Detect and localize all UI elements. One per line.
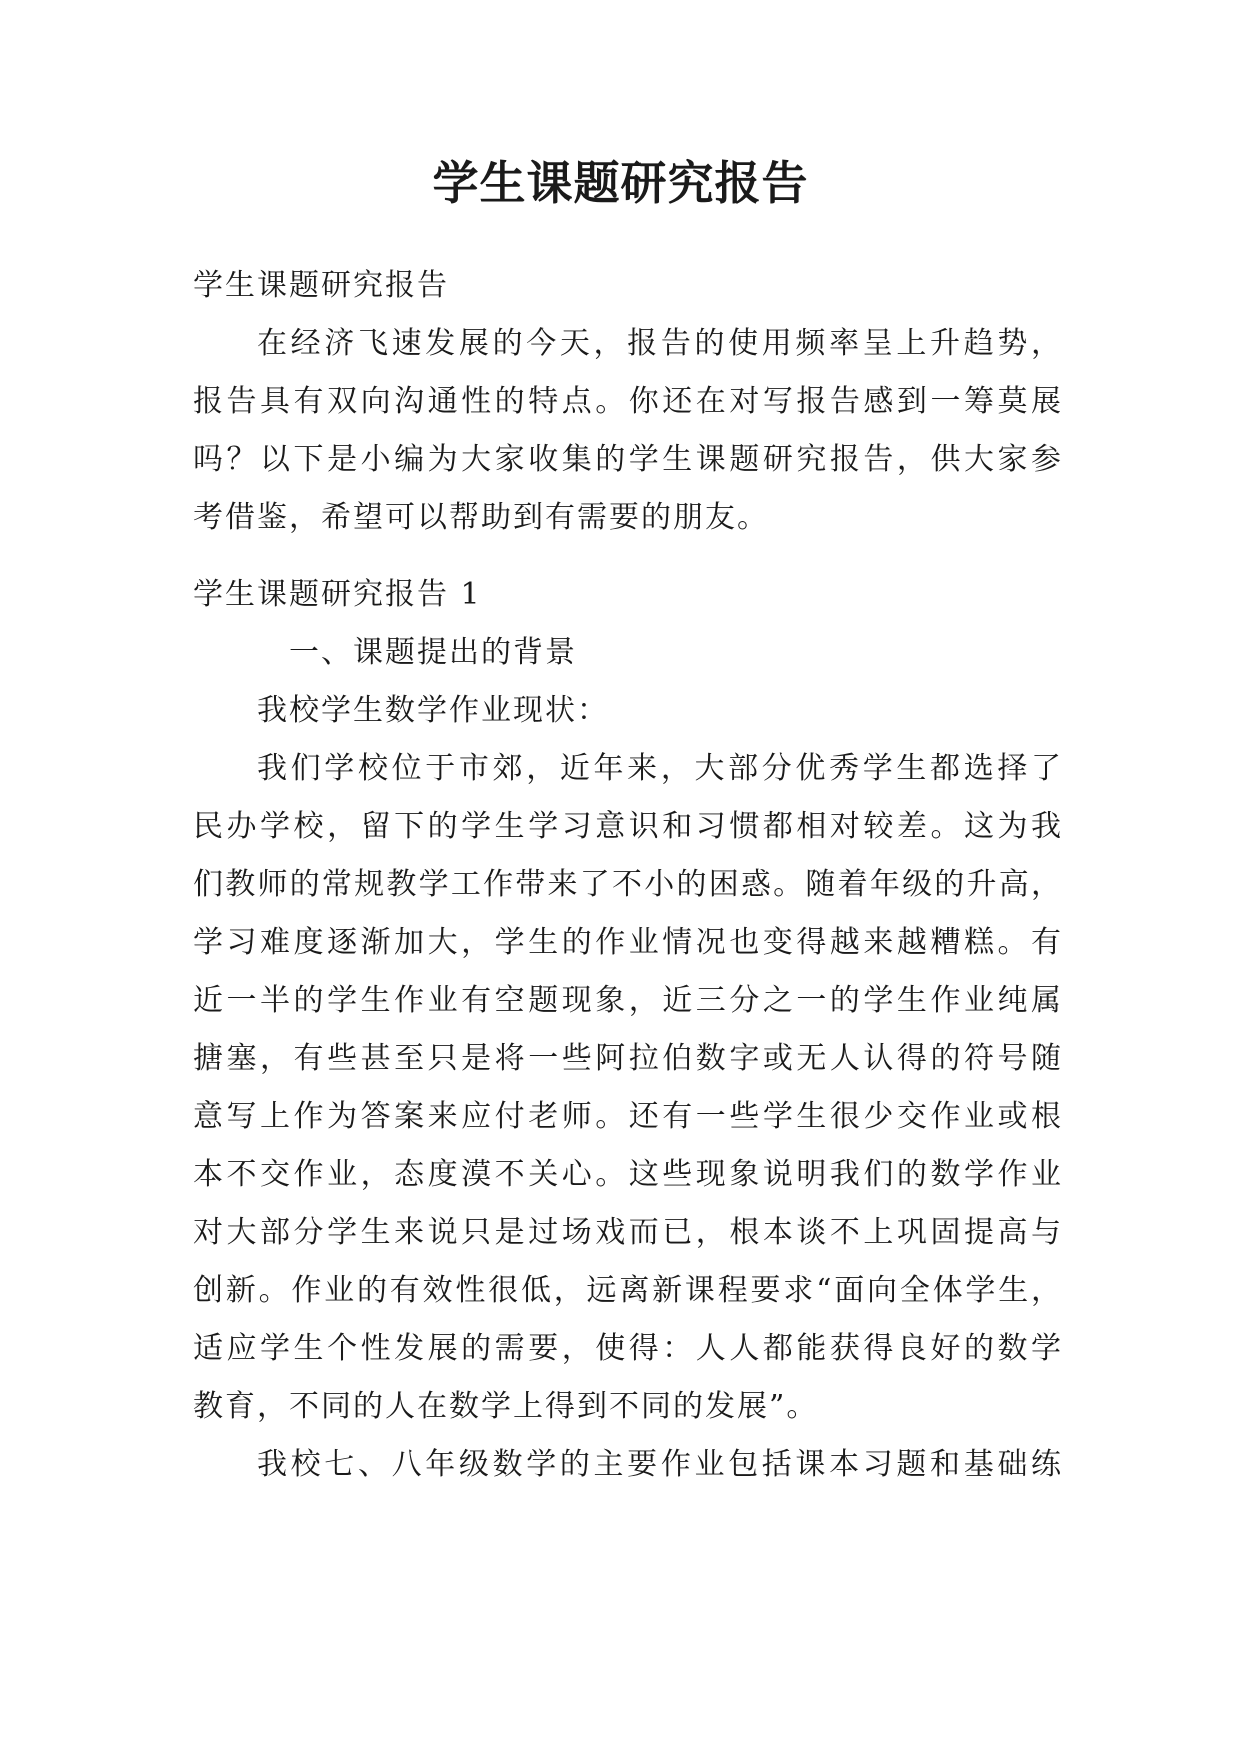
body-line: 们教师的常规教学工作带来了不小的困惑。随着年级的升高， xyxy=(193,867,1063,902)
body-line: 本不交作业，态度漠不关心。这些现象说明我们的数学作业 xyxy=(193,1157,1063,1192)
body-line: 适应学生个性发展的需要，使得：人人都能获得良好的数学 xyxy=(193,1331,1063,1366)
report-1-block xyxy=(193,566,1063,1494)
intro-line: 在经济飞速发展的今天，报告的使用频率呈上升趋势， xyxy=(257,326,1063,361)
body-line: 意写上作为答案来应付老师。还有一些学生很少交作业或根 xyxy=(193,1099,1063,1134)
intro-line: 报告具有双向沟通性的特点。你还在对写报告感到一筹莫展 xyxy=(193,384,1063,419)
body-line: 我们学校位于市郊，近年来，大部分优秀学生都选择了 xyxy=(257,751,1063,786)
body-line: 学习难度逐渐加大，学生的作业情况也变得越来越糟糕。有 xyxy=(193,925,1063,960)
report-1-heading: 学生课题研究报告 1 xyxy=(193,577,482,612)
subtitle: 学生课题研究报告 xyxy=(193,268,449,303)
intro-line: 考借鉴，希望可以帮助到有需要的朋友。 xyxy=(193,500,769,535)
status-heading: 我校学生数学作业现状： xyxy=(257,693,609,728)
body-line: 民办学校，留下的学生学习意识和习惯都相对较差。这为我 xyxy=(193,809,1063,844)
intro-block xyxy=(193,257,1063,547)
intro-line: 吗？以下是小编为大家收集的学生课题研究报告，供大家参 xyxy=(193,442,1063,477)
body-line: 搪塞，有些甚至只是将一些阿拉伯数字或无人认得的符号随 xyxy=(193,1041,1063,1076)
body-line: 教育，不同的人在数学上得到不同的发展”。 xyxy=(193,1389,819,1424)
body-line: 我校七、八年级数学的主要作业包括课本习题和基础练 xyxy=(257,1447,1063,1482)
section-1-heading: 一、课题提出的背景 xyxy=(289,635,577,670)
document-title: 学生课题研究报告 xyxy=(432,156,809,210)
body-line: 对大部分学生来说只是过场戏而已，根本谈不上巩固提高与 xyxy=(193,1215,1063,1250)
body-line: 创新。作业的有效性很低，远离新课程要求“面向全体学生， xyxy=(193,1273,1063,1308)
body-line: 近一半的学生作业有空题现象，近三分之一的学生作业纯属 xyxy=(193,983,1063,1018)
